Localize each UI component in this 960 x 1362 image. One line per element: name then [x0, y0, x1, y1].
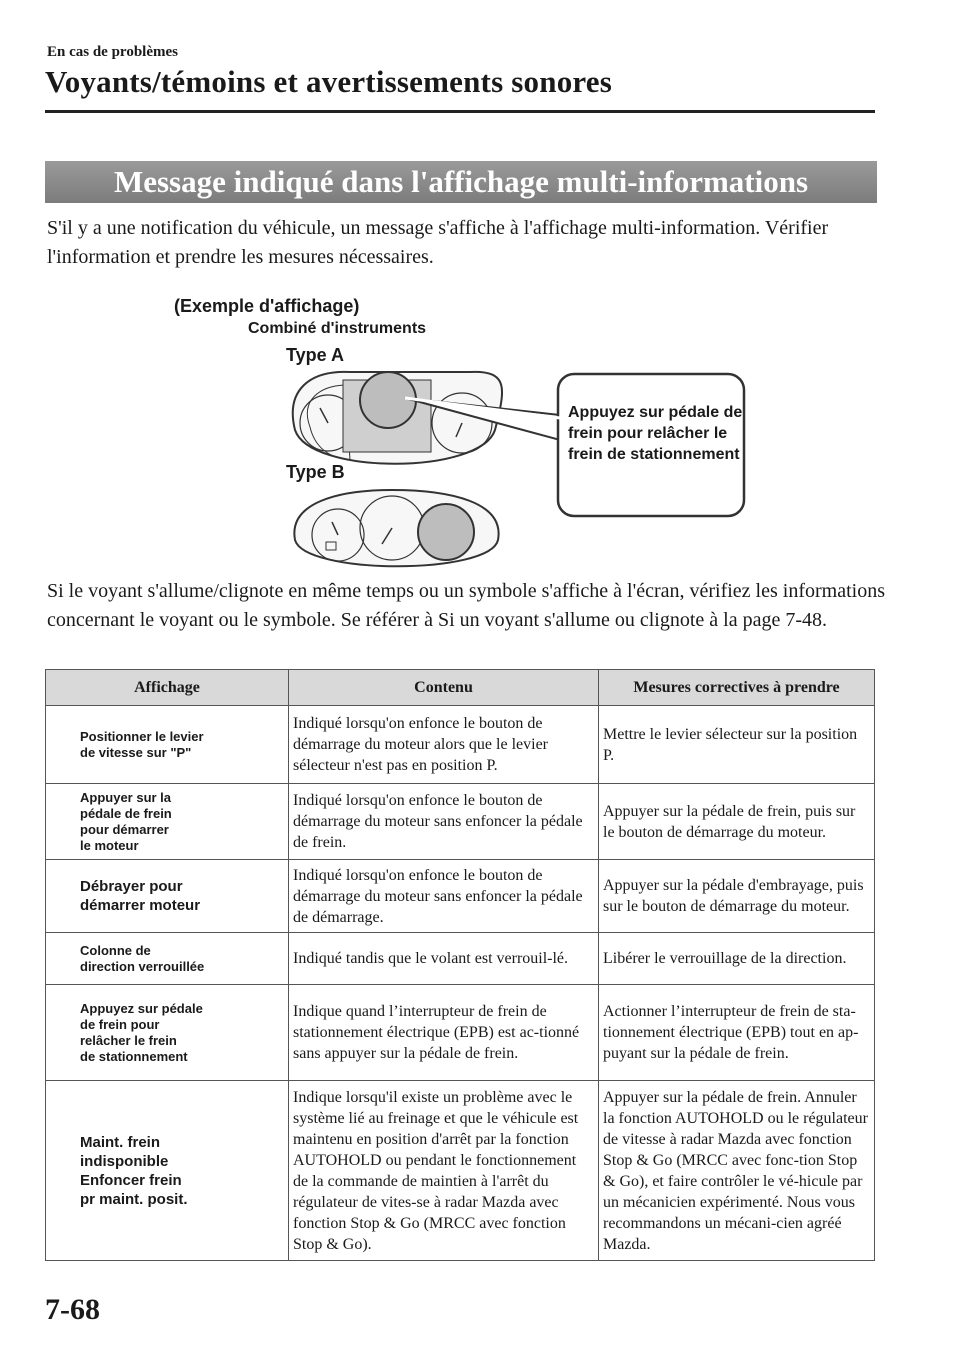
voyant-paragraph: Si le voyant s'allume/clignote en même temps ou un symbole s'affiche à l'écran, vérifiez les informations concernant le voyant ou le symbole. Se référer à Si un voyant s'allume ou clignote à la page 7-48.: [47, 580, 885, 631]
figure-subcaption: Combiné d'instruments: [248, 320, 427, 337]
display-cell: Colonne de direction verrouillée: [46, 933, 289, 985]
display-cell: Appuyez sur pédale de frein pour relâcher le frein de stationnement: [46, 985, 289, 1081]
mesures-cell: Appuyer sur la pédale de frein, puis sur le bouton de démarrage du moteur.: [599, 784, 875, 860]
contenu-cell: Indiqué lorsqu'on enfonce le bouton de démarrage du moteur alors que le levier sélecteur n'est pas en position P.: [289, 706, 599, 784]
mesures-cell: Mettre le levier sélecteur sur la position P.: [599, 706, 875, 784]
section-banner: Message indiqué dans l'affichage multi-informations: [45, 161, 877, 203]
contenu-cell: Indique quand l’interrupteur de frein de stationnement électrique (EPB) est ac-tionné sans appuyer sur la pédale de frein.: [289, 985, 599, 1081]
table-row: [46, 985, 875, 1081]
page-title: Voyants/témoins et avertissements sonores: [45, 64, 613, 99]
title-rule: [45, 110, 875, 113]
table-row: [46, 784, 875, 860]
message-table: [45, 669, 875, 1261]
figure-caption: (Exemple d'affichage): [174, 296, 360, 316]
display-cell: Positionner le levier de vitesse sur "P": [46, 706, 289, 784]
display-cell: Maint. frein indisponible Enfoncer frein pr maint. posit.: [46, 1081, 289, 1261]
display-cell: Appuyer sur la pédale de frein pour démarrer le moteur: [46, 784, 289, 860]
table-row: [46, 933, 875, 985]
mesures-cell: Appuyer sur la pédale d'embrayage, puis sur le bouton de démarrage du moteur.: [599, 860, 875, 933]
contenu-cell: Indiqué tandis que le volant est verrouil-lé.: [289, 933, 599, 985]
table-header-row: [46, 670, 875, 706]
display-cell: Débrayer pour démarrer moteur: [46, 860, 289, 933]
section-label: En cas de problèmes: [47, 44, 178, 60]
table-row: [46, 1081, 875, 1261]
intro-paragraph: S'il y a une notification du véhicule, un message s'affiche à l'affichage multi-information. Vérifier l'information et prendre les mesures nécessaires.: [47, 217, 829, 268]
header-contenu: Contenu: [289, 670, 599, 706]
contenu-cell: Indiqué lorsqu'on enfonce le bouton de démarrage du moteur sans enfoncer la pédale de démarrage.: [289, 860, 599, 933]
callout-message: Appuyez sur pédale de frein pour relâcher le frein de stationnement: [568, 404, 743, 463]
instrument-cluster-figure: [160, 290, 760, 575]
contenu-cell: Indiqué lorsqu'on enfonce le bouton de démarrage du moteur sans enfoncer la pédale de frein.: [289, 784, 599, 860]
table-row: [46, 860, 875, 933]
header-affichage: Affichage: [46, 670, 289, 706]
contenu-cell: Indique lorsqu'il existe un problème avec le système lié au freinage et que le véhicule est maintenu en position d'arrêt par la fonction AUTOHOLD ou pendant le fonctionnement de la commande de maintien à l'arrêt du régulateur de vites-se à radar Mazda avec fonction Stop & Go (MRCC avec fonction Stop & Go).: [289, 1081, 599, 1261]
mesures-cell: Appuyer sur la pédale de frein. Annuler la fonction AUTOHOLD ou le régulateur de vitesse à radar Mazda avec fonction Stop & Go (MRCC avec fonc-tion Stop & Go), et faire contrôler le vé-hicule par un mécanicien expérimenté. Nous vous recommandons un mécani-cien agréé Mazda.: [599, 1081, 875, 1261]
mesures-cell: Libérer le verrouillage de la direction.: [599, 933, 875, 985]
mesures-cell: Actionner l’interrupteur de frein de sta-tionnement électrique (EPB) tout en ap-puyant sur la pédale de frein.: [599, 985, 875, 1081]
type-a-label: Type A: [286, 345, 345, 365]
type-b-label: Type B: [286, 462, 345, 482]
page-number: 7-68: [45, 1293, 100, 1326]
table-row: [46, 706, 875, 784]
header-mesures: Mesures correctives à prendre: [599, 670, 875, 706]
